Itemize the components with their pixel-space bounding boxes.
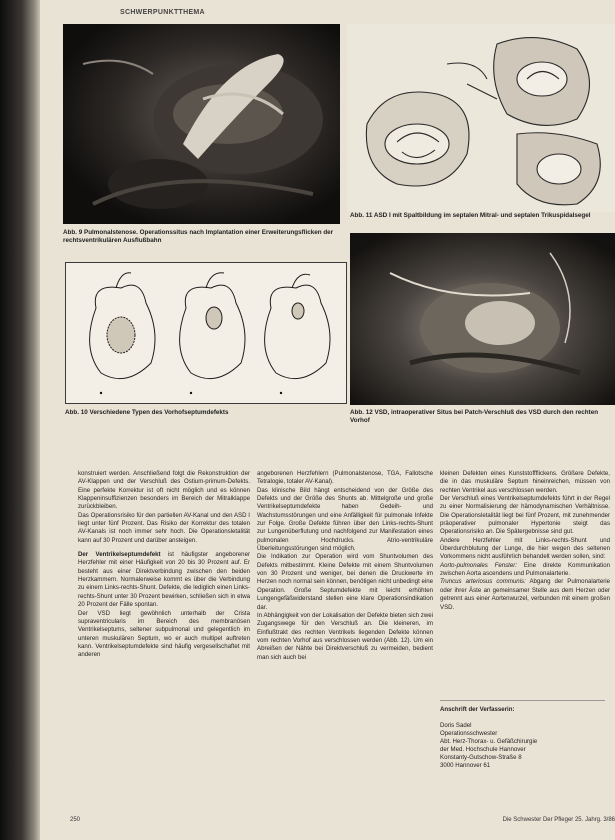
figure-12-photo — [350, 233, 615, 405]
lead-in-text: Der Ventrikelseptumdefekt — [78, 551, 161, 559]
figure-9-photo — [63, 24, 340, 224]
text-column-left — [78, 470, 250, 660]
author-line: Doris Sadel — [440, 722, 472, 729]
figure-12-caption: Abb. 12 VSD, intraoperativer Situs bei Patch-Verschluß des VSD durch den rechten Vorhof — [350, 409, 599, 424]
author-line: Abt. Herz-Thorax- u. Gefäßchirurgie — [440, 738, 538, 745]
figure-11-drawing — [347, 24, 615, 212]
author-heading: Anschrift der Verfasserin: — [440, 706, 515, 713]
book-binding-shadow — [0, 0, 40, 840]
author-line: 3000 Hannover 61 — [440, 762, 491, 769]
figure-10-caption: Abb. 10 Verschiedene Typen des Vorhofseptumdefekts — [65, 409, 229, 416]
paragraph-text: Der Ventrikelseptumdefekt ist häufigster angeborener Herzfehler mit einer Häufigkeit von 20 bis 30 Prozent auf. Er besteht aus einer Direktverbindung zwischen den beiden Herzkammern. Normalerweise kommt es über die Verbindung zu einem Links-rechts-Shunt. Defekte, die lediglich einen Links-rechts-Shunt unter 30 Prozent bewirken, schließen sich in etwa 20 Prozent der Fälle spontan. — [78, 551, 250, 609]
text-column-right — [440, 470, 610, 612]
paragraph: Das klinische Bild hängt entscheidend von der Größe des Defekts und der Größe des Shunts ab. Mittelgroße und große Ventrikelseptumdefekte haben Gedeih- und Wachstumsstörungen und eine Anfälligkeit für pulmonale Infekte zur Folge. Große Defekte führen über den Links-rechts-Shunt zur Lungenüberflutung und nachfolgend zur Manifestation eines pulmonalen Hochdrucks. Atrio-ventrikuläre Überleitungsstörungen sind möglich. — [257, 486, 433, 553]
paragraph: konstruiert werden. Anschließend folgt die Rekonstruktion der AV-Klappen und der Verschluß des Ostium-primum-Defekts. Eine perfekte Korrektur ist oft nicht möglich und es können Klappeninsuffizienzen besonders im Bereich der Mitralklappe zurückbleiben. — [78, 470, 250, 511]
lead-in-text: Aorto-pulmonales Fenster: — [440, 561, 517, 569]
author-line: Operationsschwester — [440, 730, 498, 737]
paragraph: Andere Herzfehler mit Links-rechts-Shunt und Überdurchblutung der Lunge, die hier wegen des seltenen Vorkommens nicht ausführlich behandelt werden sollen, sind: — [440, 536, 610, 561]
paragraph: Der VSD liegt gewöhnlich unterhalb der Crista supraventricularis im Bereich des membranösen Ventrikelseptums, seltener subpulmonal und gelegentlich im unteren muskulären Septum, wo er auch multipel auftreten kann. Ventrikelseptumdefekte sind häufig vergesellschaftet mit anderen — [78, 609, 250, 659]
paragraph: Der Verschluß eines Ventrikelseptumdefekts führt in der Regel zu einer Normalisierung der hämodynamischen Verhältnisse. Die Operationsletalität liegt bei fünf Prozent, mit zunehmender präoperativer pulmonaler Hypertonie steigt das Operationsrisiko an. Die Spätergebnisse sind gut. — [440, 495, 610, 536]
author-line: der Med. Hochschule Hannover — [440, 746, 526, 753]
heart-valve-illustration — [347, 24, 615, 212]
author-address — [440, 706, 610, 770]
author-line: Konstanty-Gutschow-Straße 8 — [440, 754, 522, 761]
section-tag: SCHWERPUNKTTHEMA — [120, 9, 205, 16]
surgical-site-image — [63, 24, 340, 224]
figure-9-caption: Abb. 9 Pulmonalstenose. Operationssitus nach Implantation einer Erweiterungsflicken der rechtsventrikulären Ausflußbahn — [63, 229, 334, 244]
lead-in-text: Truncus arteriosus communis: — [440, 578, 526, 586]
paragraph: angeborenen Herzfehlern (Pulmonalstenose, TGA, Fallotsche Tetralogie, totaler AV-Kanal). — [257, 470, 433, 486]
page-number: 250 — [70, 817, 81, 823]
paragraph — [78, 551, 250, 609]
author-divider — [440, 700, 605, 701]
intraoperative-situs-image — [350, 233, 615, 405]
atrial-septal-defect-types-diagram — [66, 263, 346, 403]
paragraph: Truncus arteriosus communis: Abgang der Pulmonalarterie oder ihrer Äste an gemeinsamer Stelle aus dem Herzen oder getrennt aus einer Aortenwurzel, verbunden mit einem großen VSD. — [440, 578, 610, 611]
paragraph: Aorto-pulmonales Fenster: Eine direkte Kommunikation zwischen Aorta ascendens und Pulmonalarterie. — [440, 561, 610, 578]
figure-11-caption: Abb. 11 ASD I mit Spaltbildung im septalen Mitral- und septalen Trikuspidalsegel — [350, 212, 591, 219]
paragraph: kleinen Defekten eines Kunststoffflickens. Größere Defekte, die in das muskuläre Septum hineinreichen, müssen von rechten Ventrikel aus verschlossen werden. — [440, 470, 610, 494]
paragraph: Das Operationsrisiko für den partiellen AV-Kanal und den ASD I liegt unter fünf Prozent. Das Risiko der Korrektur des totalen AV-Kanals ist noch immer sehr hoch. Die Operationsletalität kann auf 30 Prozent und darüber ansteigen. — [78, 511, 250, 544]
paragraph: Die Indikation zur Operation wird vom Shuntvolumen des Defekts mitbestimmt. Kleine Defekte mit einem Shuntvolumen von 30 Prozent und weniger, bei denen die Druckwerte im Herzen noch normal sein können, benötigen nicht unbedingt eine Operation. Große Septumdefekte mit leicht erhöhten Lungengefäßwiderstand stellen eine klare Operationsindikation dar. — [257, 553, 433, 611]
text-column-middle — [257, 470, 433, 662]
figure-10-diagram — [65, 262, 347, 404]
paragraph: In Abhängigkeit von der Lokalisation der Defekte bieten sich zwei Zugangswege für den Verschluß an. Die kleineren, im Einflußtrakt des rechten Ventrikels liegenden Defekte können vom rechten Vorhof aus verschlossen werden (Abb. 12). Um ein Abreißen der Nähte bei Direktverschluß zu vermeiden, bedient man sich auch bei — [257, 611, 433, 661]
journal-footer: Die Schwester Der Pfleger 25. Jahrg. 3/86 — [502, 817, 615, 823]
